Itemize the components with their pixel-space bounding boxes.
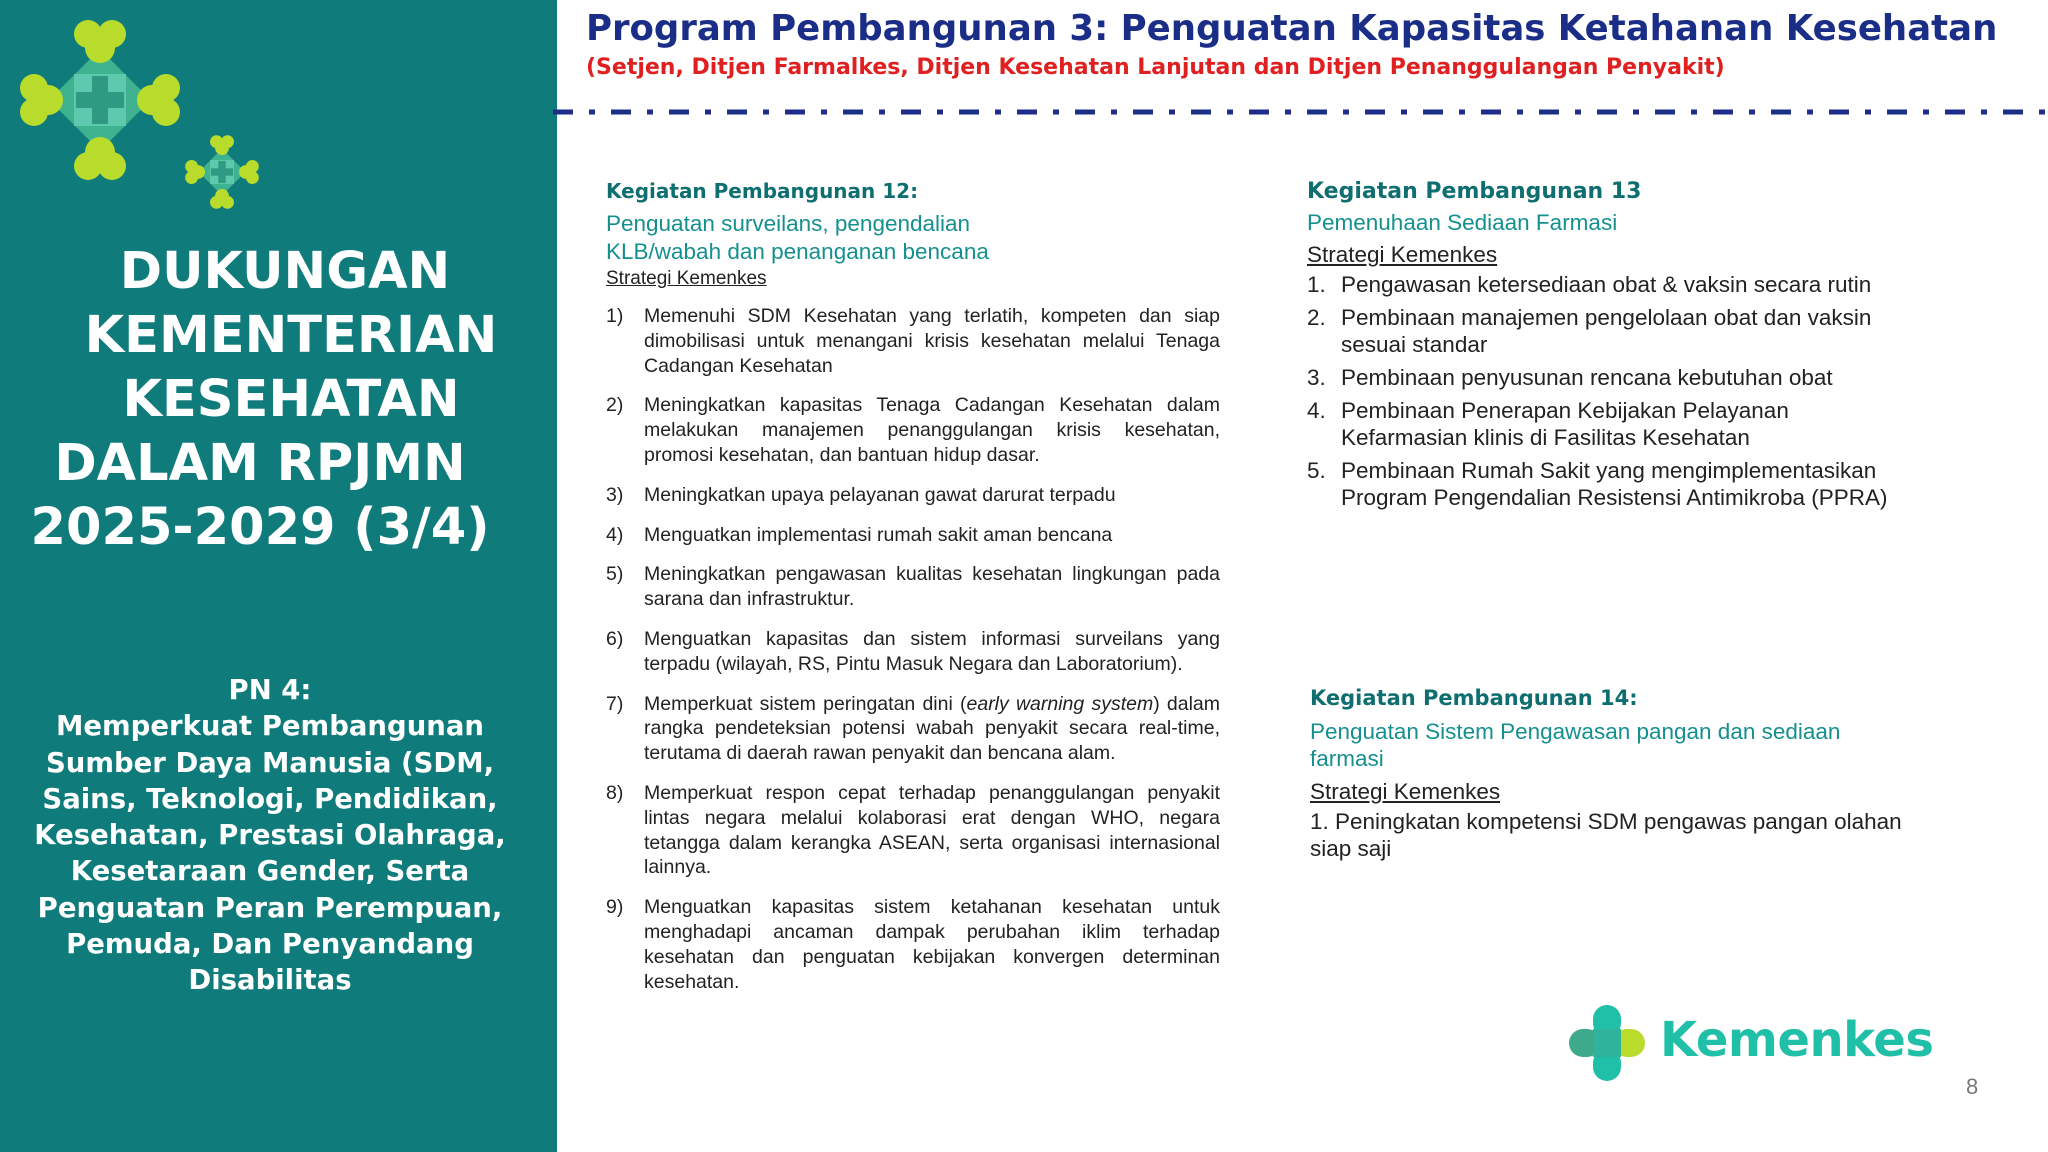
item-text: Menguatkan kapasitas sistem ketahanan kesehatan untuk menghadapi ancaman dampak perubahan iklim terhadap kesehatan dan penguatan kebijakan konvergen determinan kesehatan. xyxy=(644,896,1220,993)
list-item xyxy=(1307,457,1997,511)
item-text: Meningkatkan pengawasan kualitas kesehatan lingkungan pada sarana dan infrastruktur. xyxy=(644,563,1220,611)
topic-line: farmasi xyxy=(1310,746,1384,771)
dashed-divider xyxy=(553,108,2048,116)
strategy-list xyxy=(606,304,1220,994)
list-item xyxy=(1307,304,1997,358)
kegiatan-12 xyxy=(606,178,1220,1009)
list-item xyxy=(1307,397,1997,451)
item-text xyxy=(1341,271,1997,298)
program-subtitle: (Setjen, Ditjen Farmalkes, Ditjen Kesehatan Lanjutan dan Ditjen Penanggulangan Penyakit) xyxy=(586,55,1725,80)
item-line: 1. Peningkatan kompetensi SDM pengawas pangan olahan xyxy=(1310,809,1902,834)
list-item xyxy=(606,393,1220,467)
kegiatan-heading: Kegiatan Pembangunan 12: xyxy=(606,179,919,203)
title-line: KEMENTERIAN xyxy=(84,306,498,365)
logo-text: Kemenkes xyxy=(1660,1012,1934,1068)
item-number: 2) xyxy=(606,394,624,417)
list-item xyxy=(1307,364,1997,391)
item-number: 4. xyxy=(1307,398,1326,423)
program-title: Program Pembangunan 3: Penguatan Kapasitas Ketahanan Kesehatan xyxy=(586,8,1998,49)
item-text: Menguatkan implementasi rumah sakit aman bencana xyxy=(644,523,1113,546)
item-number: 1. xyxy=(1307,272,1326,297)
item-text-italic: early warning system xyxy=(966,692,1154,715)
list-item xyxy=(1307,271,1997,298)
pn-line: Memperkuat Pembangunan xyxy=(56,710,484,743)
topic-line: Penguatan surveilans, pengendalian xyxy=(606,211,971,236)
list-item xyxy=(606,895,1220,994)
item-line: siap saji xyxy=(1310,836,1392,861)
item-line: sesuai standar xyxy=(1341,332,1488,357)
list-item xyxy=(606,562,1220,612)
item-line: Kefarmasian klinis di Fasilitas Kesehatan xyxy=(1341,425,1750,450)
pn-line: Penguatan Peran Perempuan, xyxy=(37,891,503,924)
item-line: Pembinaan Penerapan Kebijakan Pelayanan xyxy=(1341,398,1789,423)
item-number: 4) xyxy=(606,523,624,546)
pn-line: Kesehatan, Prestasi Olahraga, xyxy=(34,819,506,852)
pn-line: Kesetaraan Gender, Serta xyxy=(70,855,470,888)
title-line: KESEHATAN xyxy=(122,370,460,429)
title-line: DUKUNGAN xyxy=(119,242,451,301)
list-item xyxy=(606,523,1220,548)
title-line: DALAM RPJMN xyxy=(54,434,466,493)
item-text xyxy=(1341,364,1997,391)
item-text xyxy=(1341,457,1997,511)
item-line: Pengawasan ketersediaan obat & vaksin secara rutin xyxy=(1341,272,1872,297)
list-item xyxy=(606,692,1220,766)
item-text: Meningkatkan upaya pelayanan gawat darurat terpadu xyxy=(644,483,1116,506)
pn-line: Sumber Daya Manusia (SDM, xyxy=(45,746,495,779)
item-number: 2. xyxy=(1307,305,1326,330)
item-number: 5. xyxy=(1307,458,1326,483)
item-number: 7) xyxy=(606,692,624,715)
kegiatan-heading: Kegiatan Pembangunan 13 xyxy=(1307,179,1642,204)
strategy-list xyxy=(1307,271,1997,511)
item-line: Program Pengendalian Resistensi Antimikroba (PPRA) xyxy=(1341,485,1888,510)
strategy-label: Strategi Kemenkes xyxy=(606,268,767,289)
pn-description xyxy=(20,672,520,999)
kegiatan-heading: Kegiatan Pembangunan 14: xyxy=(1310,686,1638,710)
item-text-part: ) dalam rangka pendeteksian potensi wabah penyakit secara real-time, terutama di daerah rawan penyakit dan bencana alam. xyxy=(644,692,1220,765)
item-text: Menguatkan kapasitas dan sistem informasi surveilans yang terpadu (wilayah, RS, Pintu Masuk Negara dan Laboratorium). xyxy=(644,627,1220,675)
page-number: 8 xyxy=(1966,1074,1979,1099)
strategy-label: Strategi Kemenkes xyxy=(1310,779,1501,804)
item-text xyxy=(644,692,1220,766)
item-text-part: Memperkuat sistem peringatan dini ( xyxy=(644,692,967,715)
kegiatan-topic: Pemenuhaan Sediaan Farmasi xyxy=(1307,210,1618,235)
title-line: 2025-2029 (3/4) xyxy=(30,498,490,557)
left-panel xyxy=(0,0,557,1152)
pn-line: Sains, Teknologi, Pendidikan, xyxy=(42,782,498,815)
item-number: 5) xyxy=(606,563,624,586)
list-item xyxy=(606,304,1220,378)
pn-line: Disabilitas xyxy=(188,964,352,997)
pn-line: Pemuda, Dan Penyandang xyxy=(66,928,474,961)
list-item xyxy=(606,483,1220,508)
kegiatan-topic xyxy=(1310,718,2000,772)
strategy-list xyxy=(1310,808,2000,862)
item-text xyxy=(1310,808,2000,862)
item-number: 8) xyxy=(606,781,624,804)
item-number: 3. xyxy=(1307,365,1326,390)
item-text: Memperkuat respon cepat terhadap penanggulangan penyakit lintas negara melalui kolaborasi erat dengan WHO, negara tetangga dalam kerangka ASEAN, serta organisasi internasional lainnya. xyxy=(644,781,1220,879)
list-item xyxy=(606,627,1220,677)
kegiatan-topic xyxy=(606,210,1220,266)
item-text xyxy=(1341,397,1997,451)
item-line: Pembinaan penyusunan rencana kebutuhan obat xyxy=(1341,365,1833,390)
item-number: 3) xyxy=(606,483,624,506)
topic-line: KLB/wabah dan penanganan bencana xyxy=(606,239,989,264)
topic-line: Penguatan Sistem Pengawasan pangan dan sediaan xyxy=(1310,719,1841,744)
list-item xyxy=(1310,808,2000,862)
kegiatan-14 xyxy=(1310,684,2000,862)
pn-line: PN 4: xyxy=(228,674,312,706)
item-line: Pembinaan manajemen pengelolaan obat dan vaksin xyxy=(1341,305,1872,330)
item-text: Meningkatkan kapasitas Tenaga Cadangan Kesehatan dalam melakukan manajemen penanggulangan krisis kesehatan, promosi kesehatan, dan bantuan hidup dasar. xyxy=(644,394,1220,466)
item-number: 9) xyxy=(606,896,624,919)
kegiatan-13 xyxy=(1307,177,1997,517)
item-text xyxy=(1341,304,1997,358)
item-number: 1) xyxy=(606,305,624,327)
kemenkes-ornament-icon xyxy=(0,0,280,230)
list-item xyxy=(606,781,1220,880)
item-number: 6) xyxy=(606,627,624,650)
item-text: Memenuhi SDM Kesehatan yang terlatih, kompeten dan siap dimobilisasi untuk menangani krisis kesehatan melalui Tenaga Cadangan Kesehatan xyxy=(644,305,1220,377)
item-line: Pembinaan Rumah Sakit yang mengimplementasikan xyxy=(1341,458,1877,483)
section-title xyxy=(20,240,540,560)
strategy-label: Strategi Kemenkes xyxy=(1307,242,1498,267)
